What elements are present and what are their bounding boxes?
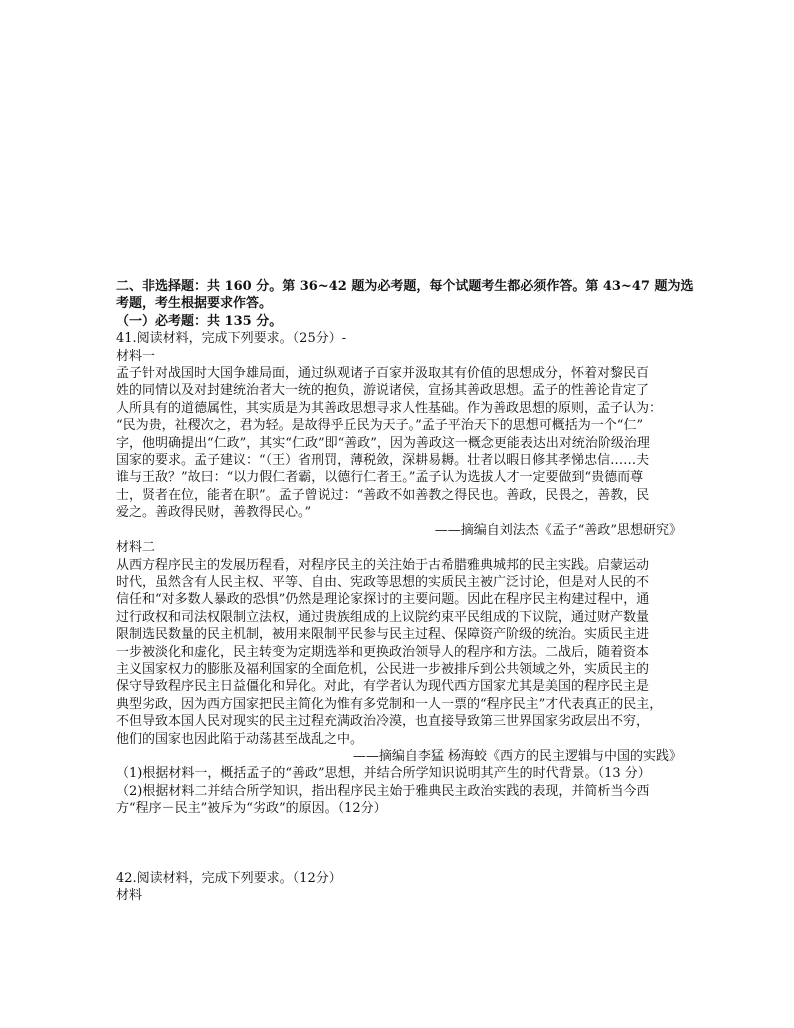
material-1-body [116,365,682,522]
material-2-source: ——摘编自李猛 杨海蛟《西方的民主逻辑与中国的实践》 [352,748,682,764]
question-41-subquestions [116,765,682,817]
material-2-line: 他们的国家也因此陷于动荡甚至战乱之中。 [116,731,364,747]
material-2-line: 时代，虽然含有人民主权、平等、自由、宪政等思想的实质民主被广泛讨论，但是对人民的不 [116,574,650,590]
answer-space [116,818,682,870]
material-1-line: “民为贵，社稷次之，君为轻。是故得乎丘民为天子。”孟子平治天下的思想可概括为一个“仁” [116,418,644,434]
question-42-material-label: 材料 [116,888,143,903]
material-1-line: 国家的要求。孟子建议：“（王）省刑罚，薄税敛，深耕易耨。壮者以暇日修其孝悌忠信……夫 [116,453,650,469]
material-2-line: 不但导致本国人民对现实的民主过程充满政治冷漠，也直接导致第三世界国家劣政层出不穷， [116,714,650,730]
material-2-label: 材料二 [116,540,156,556]
section-heading: 二、非选择题：共 160 分。第 36~42 题为必考题，每个试题考生都必须作答。第 43~47 题为选 [116,279,694,294]
material-2-line: 从西方程序民主的发展历程看，对程序民主的关注始于古希腊雅典城邦的民主实践。启蒙运动 [116,557,650,573]
material-1-line: 爱之。善政得民财，善教得民心。” [116,505,312,521]
material-2-line: 一步被淡化和虚化，民主转变为定期选举和更换政治领导人的程序和方法。二战后，随着资本 [116,644,650,660]
material-2-line: 限制选民数量的民主机制，被用来限制平民参与民主过程、保障资产阶级的统治。实质民主进 [116,627,650,643]
material-1-line: 孟子针对战国时大国争雄局面，通过纵观诸子百家并汲取其有价值的思想成分，怀着对黎民百 [116,366,650,382]
required-heading: （一）必考题：共 135 分。 [116,313,283,329]
material-2-body [116,557,682,748]
question-42-title: 42.阅读材料，完成下列要求。（12分） [116,870,342,886]
material-1-line: 谁与王敌？”故曰：“以力假仁者霸，以德行仁者王。”孟子认为选拔人才一定要做到“贵德而尊 [116,470,644,486]
material-2-line: 主义国家权力的膨胀及福利国家的全面危机，公民进一步被排斥到公共领域之外，实质民主的 [116,661,650,677]
material-1-source: ——摘编自刘法杰《孟子“善政”思想研究》 [434,522,682,538]
material-2-line: 保守导致程序民主日益僵化和异化。对此，有学者认为现代西方国家尤其是美国的程序民主是 [116,679,650,695]
material-1-line: 姓的同情以及对封建统治者大一统的抱负，游说诸侯，宣扬其善政思想。孟子的性善论肯定了 [116,383,650,399]
subquestion-2-cont: 方“程序－民主”被斥为“劣政”的原因。（12分） [116,801,387,817]
material-1-line: 字，他明确提出“仁政”，其实“仁政”即“善政”，因为善政这一概念更能表达出对统治阶级治理 [116,435,650,451]
exam-page [116,278,694,904]
question-41-title: 41.阅读材料，完成下列要求。（25分）- [116,331,347,347]
subquestion-1: （1)根据材料一，概括孟子的“善政”思想，并结合所学知识说明其产生的时代背景。（13 分） [116,766,651,782]
material-1-label: 材料一 [116,348,156,364]
material-2-line: 过行政权和司法权限制立法权，通过贵族组成的上议院约束平民组成的下议院，通过财产数量 [116,609,650,625]
material-1-line: 士，贤者在位，能者在职”。孟子曾说过：“善政不如善教之得民也。善政，民畏之，善教，民 [116,487,650,503]
material-1-line: 人所具有的道德属性，其实质是为其善政思想寻求人性基础。作为善政思想的原则，孟子认为： [116,400,663,416]
material-2-line: 信任和“对多数人暴政的恐惧”仍然是理论家探讨的主要问题。因此在程序民主构建过程中，通 [116,592,650,608]
section-heading-cont: 考题，考生根据要求作答。 [116,296,273,312]
material-2-line: 典型劣政，因为西方国家把民主简化为惟有多党制和一人一票的“程序民主”才代表真正的民主， [116,696,663,712]
subquestion-2: （2)根据材料二并结合所学知识，指出程序民主始于雅典民主政治实践的表现，并简析当今西 [116,783,650,799]
